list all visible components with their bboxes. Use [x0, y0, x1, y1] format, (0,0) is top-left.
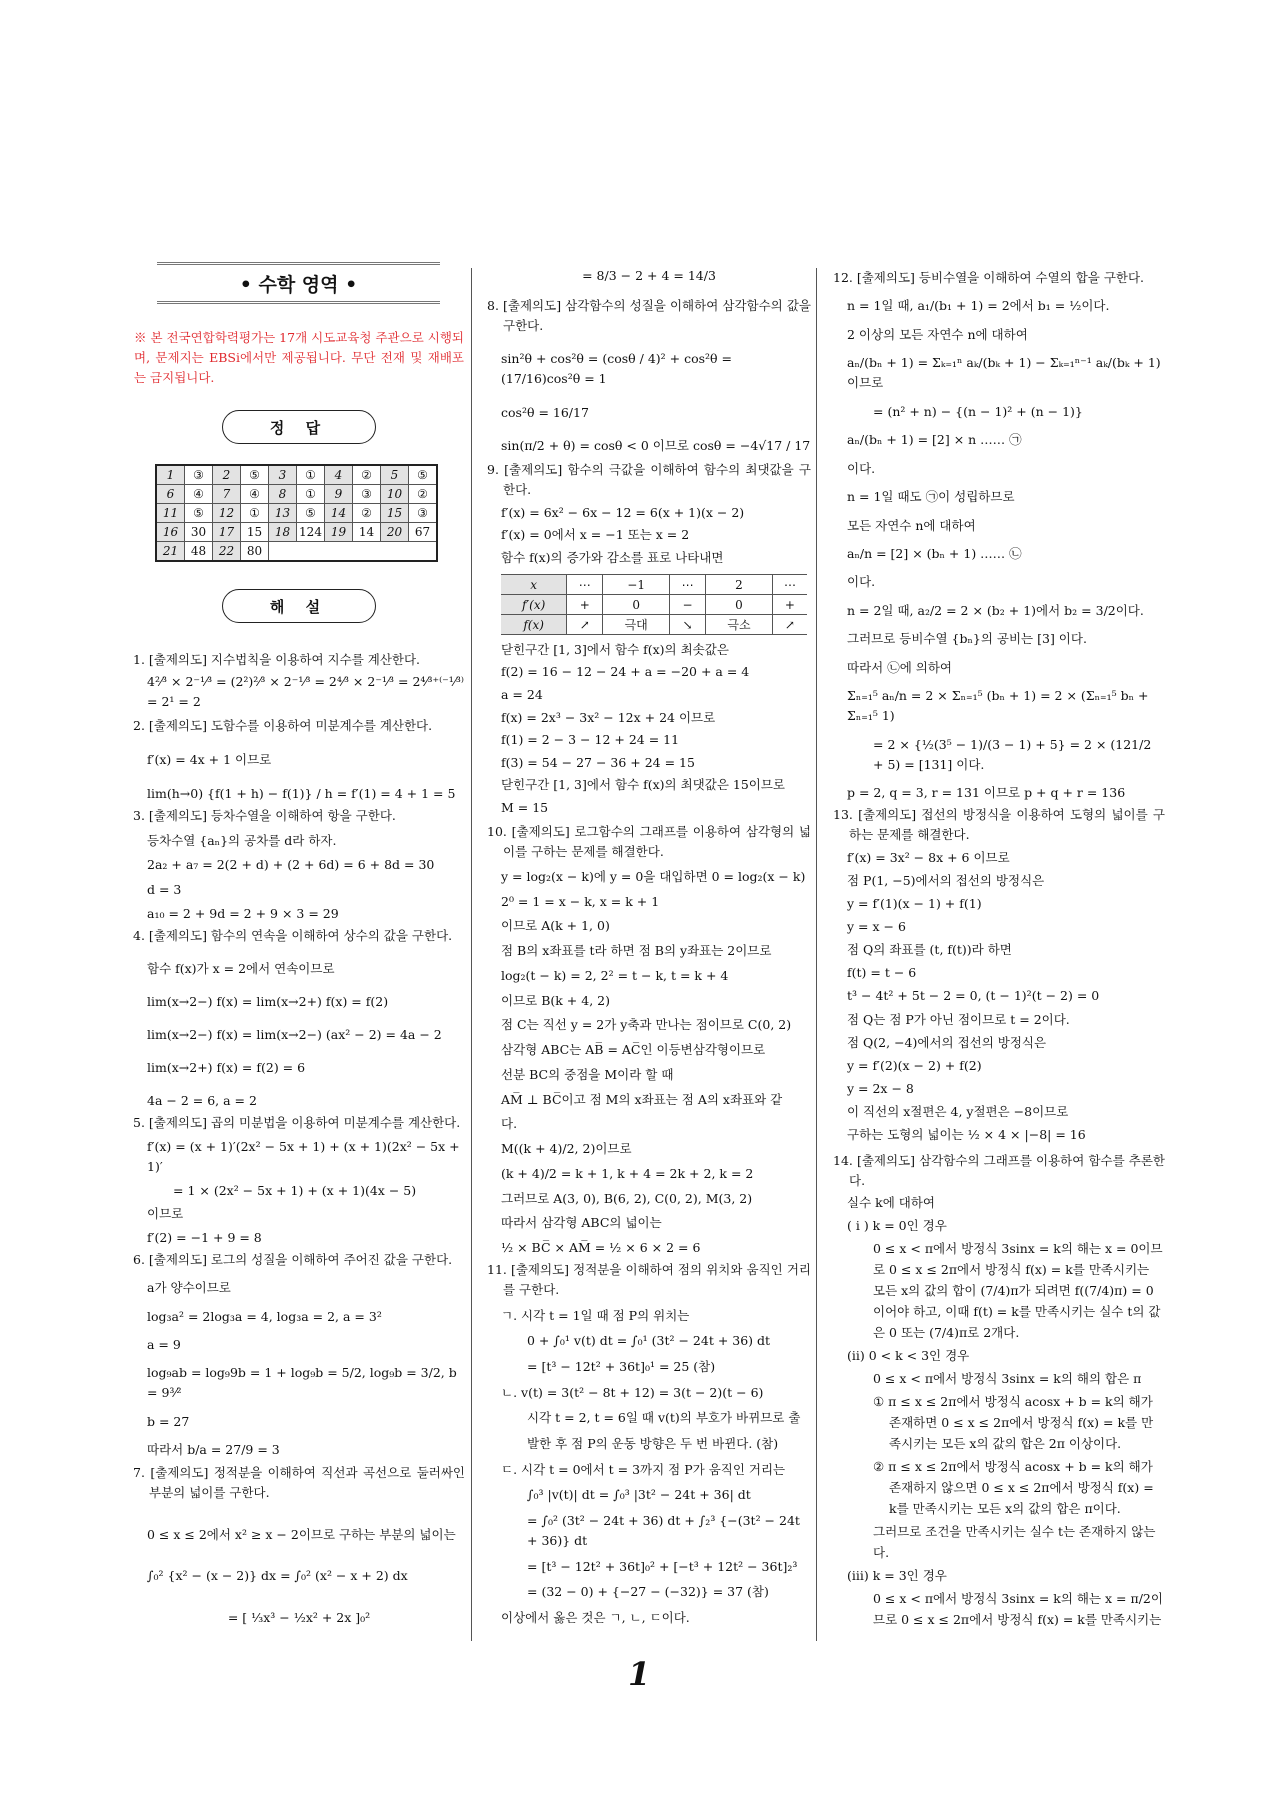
- solution-line: 2⁰ = 1 = x − k, x = k + 1: [501, 893, 660, 909]
- solution-line: 모든 자연수 n에 대하여: [847, 517, 976, 533]
- answer-value: 14: [353, 523, 381, 542]
- solution-line: f(x) = 2x³ − 3x² − 12x + 24 이므로: [501, 709, 716, 725]
- question-number: 9: [325, 485, 353, 504]
- solution-line: y = 2x − 8: [847, 1080, 914, 1096]
- solution-column: [833, 268, 1165, 1631]
- solution-line: n = 1일 때도 ㉠이 성립하므로: [847, 489, 1015, 505]
- solution-line: ㄱ. 시각 t = 1일 때 점 P의 위치는: [501, 1307, 690, 1323]
- solution-line: = (32 − 0) + {−27 − (−32)} = 37 (참): [527, 1584, 769, 1600]
- subject-heading: • 수학 영역 •: [157, 262, 440, 304]
- solution-line: ∫₀³ |v(t)| dt = ∫₀³ |3t² − 24t + 36| dt: [527, 1487, 751, 1503]
- column-divider: [471, 268, 472, 1641]
- answer-value: ③: [409, 504, 438, 523]
- solution-item: [133, 716, 465, 804]
- question-number: 14: [325, 504, 353, 523]
- solution-line: lim(h→0) {f(1 + h) − f(1)} / h = f′(1) = 4 + 1 = 5: [147, 786, 456, 801]
- question-number: 13: [269, 504, 297, 523]
- solution-line: 이므로 A(k + 1, 0): [501, 918, 610, 934]
- solution-line: 따라서 b/a = 27/9 = 3: [147, 1441, 280, 1457]
- answer-value: 48: [185, 542, 213, 562]
- solution-line: f′(x) = 0에서 x = −1 또는 x = 2: [501, 527, 690, 543]
- solution-line: f′(x) = 6x² − 6x − 12 = 6(x + 1)(x − 2): [501, 504, 745, 520]
- solution-line: 선분 BC의 중점을 M이라 할 때: [501, 1066, 674, 1082]
- solution-line: t³ − 4t² + 5t − 2 = 0, (t − 1)²(t − 2) = 0: [847, 988, 1100, 1004]
- solution-item: [487, 460, 811, 818]
- solution-line: f(2) = 16 − 12 − 24 + a = −20 + a = 4: [501, 664, 750, 680]
- solution-line: f′(x) = (x + 1)′(2x² − 5x + 1) + (x + 1)(2x² − 5x + 1)′: [147, 1138, 460, 1174]
- question-number: 3: [269, 465, 297, 485]
- table-cell: ↘: [670, 615, 706, 635]
- solution-line: ㄴ. v(t) = 3(t² − 8t + 12) = 3(t − 2)(t − 6): [501, 1384, 764, 1400]
- page-number: 1: [628, 1655, 651, 1693]
- solution-title: 11. [출제의도] 정적분을 이해하여 점의 위치와 움직인 거리를 구한다.: [487, 1262, 811, 1297]
- solution-line: 2 이상의 모든 자연수 n에 대하여: [847, 326, 1028, 342]
- question-number: 12: [213, 504, 241, 523]
- solution-line: log₂(t − k) = 2, 2² = t − k, t = k + 4: [501, 967, 729, 983]
- solution-title: 13. [출제의도] 접선의 방정식을 이용하여 도형의 넓이를 구하는 문제를 해결한다.: [833, 807, 1165, 842]
- solutions-label: 해 설: [222, 589, 376, 623]
- table-cell: −: [670, 595, 706, 615]
- table-row-header: f(x): [501, 615, 567, 635]
- solution-line: ½ × BC̅ × AM̅ = ½ × 6 × 2 = 6: [501, 1240, 701, 1255]
- table-cell: ↗: [567, 615, 603, 635]
- solution-item: [833, 1151, 1165, 1631]
- solution-line: 함수 f(x)가 x = 2에서 연속이므로: [147, 961, 335, 976]
- answers-label: 정 답: [222, 410, 376, 444]
- solution-line: 다.: [501, 1116, 518, 1132]
- answer-value: ⑤: [185, 504, 213, 523]
- solution-title: 7. [출제의도] 정적분을 이해하여 직선과 곡선으로 둘러싸인 부분의 넓이를 구한다.: [133, 1465, 465, 1500]
- answer-value: 124: [297, 523, 325, 542]
- solution-line: y = log₂(x − k)에 y = 0을 대입하면 0 = log₂(x − k): [501, 868, 806, 884]
- solution-line: 2a₂ + a₇ = 2(2 + d) + (2 + 6d) = 6 + 8d = 30: [147, 857, 435, 872]
- solution-line: M((k + 4)/2, 2)이므로: [501, 1141, 632, 1156]
- solution-line: y = x − 6: [847, 919, 906, 935]
- solution-title: 4. [출제의도] 함수의 연속을 이해하여 상수의 값을 구한다.: [133, 928, 453, 943]
- solution-line: 함수 f(x)의 증가와 감소를 표로 나타내면: [501, 549, 724, 565]
- solution-line: ① π ≤ x ≤ 2π에서 방정식 acosx + b = k의 해가 존재하면 0 ≤ x ≤ 2π에서 방정식 f(x) = k를 만족시키는 모든 x의 값의 합은 2π 이상이다.: [873, 1394, 1154, 1451]
- solution-line: (ii) 0 < k < 3인 경우: [847, 1348, 970, 1363]
- question-number: 21: [156, 542, 185, 562]
- solution-item: [133, 1463, 465, 1628]
- solution-line: log₃a² = 2log₃a = 4, log₃a = 2, a = 3²: [147, 1308, 382, 1324]
- solution-line: lim(x→2−) f(x) = lim(x→2+) f(x) = f(2): [147, 994, 389, 1009]
- question-number: 2: [213, 465, 241, 485]
- solution-line: aₙ/n = [2] × (bₙ + 1) …… ㉡: [847, 545, 1022, 561]
- solution-line: 점 B의 x좌표를 t라 하면 점 B의 y좌표는 2이므로: [501, 943, 772, 958]
- answer-table: [155, 464, 438, 562]
- solution-item: [133, 1250, 465, 1460]
- solution-line: = [ ⅓x³ − ½x² + 2x ]₀²: [227, 1609, 371, 1625]
- solution-line: 따라서 ㉡에 의하여: [847, 659, 952, 675]
- solution-line: f(t) = t − 6: [847, 965, 917, 981]
- solution-line: 이므로 B(k + 4, 2): [501, 992, 610, 1008]
- question-number: 5: [381, 465, 409, 485]
- solution-item: [487, 1260, 811, 1628]
- solution-title: 5. [출제의도] 곱의 미분법을 이용하여 미분계수를 계산한다.: [133, 1115, 461, 1130]
- table-cell: +: [772, 595, 807, 615]
- solution-line: ㄷ. 시각 t = 0에서 t = 3까지 점 P가 움직인 거리는: [501, 1461, 786, 1477]
- answer-row: [156, 465, 437, 485]
- solution-line: y = f′(1)(x − 1) + f(1): [847, 896, 982, 912]
- solution-line: f′(x) = 3x² − 8x + 6 이므로: [847, 850, 1010, 866]
- answer-value: ①: [297, 465, 325, 485]
- solution-line: n = 1일 때, a₁/(b₁ + 1) = 2에서 b₁ = ½이다.: [847, 298, 1110, 314]
- answer-value: 15: [241, 523, 269, 542]
- answer-row: [156, 542, 437, 562]
- solution-line: ( i ) k = 0인 경우: [847, 1218, 947, 1233]
- solution-line: ∫₀² {x² − (x − 2)} dx = ∫₀² (x² − x + 2) dx: [147, 1568, 408, 1584]
- solution-title: 1. [출제의도] 지수법칙을 이용하여 지수를 계산한다.: [133, 652, 421, 667]
- solution-line: 점 P(1, −5)에서의 접선의 방정식은: [847, 873, 1045, 889]
- solution-line: 점 Q(2, −4)에서의 접선의 방정식은: [847, 1034, 1047, 1050]
- answer-row: [156, 485, 437, 504]
- solution-line: lim(x→2−) f(x) = lim(x→2−) (ax² − 2) = 4a − 2: [147, 1027, 442, 1042]
- answer-value: ④: [185, 485, 213, 504]
- solution-line: 발한 후 점 P의 운동 방향은 두 번 바뀐다. (참): [527, 1435, 779, 1451]
- solution-line: 4a − 2 = 6, a = 2: [147, 1093, 257, 1108]
- solution-line: M = 15: [501, 799, 549, 815]
- solution-line: lim(x→2+) f(x) = f(2) = 6: [147, 1060, 306, 1075]
- table-cell: 0: [603, 595, 670, 615]
- solution-item: [487, 822, 811, 1258]
- answer-value: ⑤: [409, 465, 438, 485]
- solution-item: [133, 806, 465, 924]
- solution-column: [133, 650, 465, 1628]
- table-cell: ⋯: [567, 575, 603, 595]
- answer-value: 67: [409, 523, 438, 542]
- question-number: 11: [156, 504, 185, 523]
- solution-line: 그러므로 조건을 만족시키는 실수 t는 존재하지 않는다.: [873, 1524, 1156, 1560]
- answer-value: 80: [241, 542, 269, 562]
- solution-line: 점 Q의 좌표를 (t, f(t))라 하면: [847, 942, 1012, 958]
- table-cell: +: [567, 595, 603, 615]
- answer-row: [156, 504, 437, 523]
- table-row-header: x: [501, 575, 567, 595]
- answer-value: ⑤: [297, 504, 325, 523]
- answer-value: ③: [353, 485, 381, 504]
- solution-title: 14. [출제의도] 삼각함수의 그래프를 이용하여 함수를 추론한다.: [833, 1153, 1165, 1188]
- table-row-header: f′(x): [501, 595, 567, 615]
- question-number: 6: [156, 485, 185, 504]
- answer-value: 30: [185, 523, 213, 542]
- solution-line: y = f′(2)(x − 2) + f(2): [847, 1057, 982, 1073]
- question-number: 22: [213, 542, 241, 562]
- solution-title: 9. [출제의도] 함수의 극값을 이해하여 함수의 최댓값을 구한다.: [487, 462, 811, 497]
- table-cell: 2: [706, 575, 773, 595]
- solution-title: 6. [출제의도] 로그의 성질을 이해하여 주어진 값을 구한다.: [133, 1252, 453, 1267]
- solution-line: 따라서 삼각형 ABC의 넓이는: [501, 1215, 662, 1231]
- solution-item: [133, 926, 465, 1111]
- table-cell: −1: [603, 575, 670, 595]
- solution-line: 0 ≤ x < π에서 방정식 3sinx = k의 해는 x = π/2이므로 0 ≤ x ≤ 2π에서 방정식 f(x) = k를 만족시키는: [873, 1591, 1163, 1627]
- answer-value: ②: [353, 465, 381, 485]
- solution-line: 이 직선의 x절편은 4, y절편은 −8이므로: [847, 1103, 1069, 1119]
- solution-line: 이다.: [847, 574, 876, 590]
- solution-line: ② π ≤ x ≤ 2π에서 방정식 acosx + b = k의 해가 존재하지 않으면 0 ≤ x ≤ 2π에서 방정식 f(x) = k를 만족시키는 모든 x의 값의 합은 π이다.: [873, 1459, 1154, 1516]
- continued-equation: = 8/3 − 2 + 4 = 14/3: [582, 268, 716, 283]
- table-cell: ⋯: [772, 575, 807, 595]
- solution-line: 0 ≤ x ≤ 2에서 x² ≥ x − 2이므로 구하는 부분의 넓이는: [147, 1526, 456, 1542]
- solution-line: 0 + ∫₀¹ v(t) dt = ∫₀¹ (3t² − 24t + 36) dt: [527, 1333, 771, 1349]
- solution-line: aₙ/(bₙ + 1) = [2] × n …… ㉠: [847, 432, 1022, 448]
- table-cell: ⋯: [670, 575, 706, 595]
- solution-line: a = 24: [501, 687, 543, 703]
- solution-line: f′(x) = 4x + 1 이므로: [147, 752, 272, 767]
- solution-line: f′(2) = −1 + 9 = 8: [147, 1230, 262, 1245]
- solution-line: n = 2일 때, a₂/2 = 2 × (b₂ + 1)에서 b₂ = 3/2이다.: [847, 602, 1144, 618]
- question-number: 10: [381, 485, 409, 504]
- solution-line: aₙ/(bₙ + 1) = Σₖ₌₁ⁿ aₖ/(bₖ + 1) − Σₖ₌₁ⁿ⁻¹ aₖ/(bₖ + 1) 이므로: [847, 355, 1161, 391]
- question-number: 18: [269, 523, 297, 542]
- solution-line: p = 2, q = 3, r = 131 이므로 p + q + r = 136: [847, 785, 1126, 800]
- solution-line: 이상에서 옳은 것은 ㄱ, ㄴ, ㄷ이다.: [501, 1609, 690, 1625]
- copyright-notice: ※ 본 전국연합학력평가는 17개 시도교육청 주관으로 시행되며, 문제지는 EBSi에서만 제공됩니다. 무단 전재 및 재배포는 금지됩니다.: [134, 330, 464, 385]
- solution-line: = ∫₀² (3t² − 24t + 36) dt + ∫₂³ {−(3t² − 24t + 36)} dt: [527, 1512, 800, 1548]
- question-number: 20: [381, 523, 409, 542]
- solution-line: f(1) = 2 − 3 − 12 + 24 = 11: [501, 732, 680, 748]
- solution-line: 0 ≤ x < π에서 방정식 3sinx = k의 해의 합은 π: [873, 1371, 1142, 1386]
- solution-line: 점 Q는 점 P가 아닌 점이므로 t = 2이다.: [847, 1011, 1070, 1027]
- solution-line: (k + 4)/2 = k + 1, k + 4 = 2k + 2, k = 2: [501, 1165, 754, 1181]
- answer-row: [156, 523, 437, 542]
- solution-line: 삼각형 ABC는 AB̅ = AC̅인 이등변삼각형이므로: [501, 1042, 766, 1057]
- solution-line: Σₙ₌₁⁵ aₙ/n = 2 × Σₙ₌₁⁵ (bₙ + 1) = 2 × (Σₙ₌₁⁵ bₙ + Σₙ₌₁⁵ 1): [847, 688, 1149, 724]
- solution-title: 8. [출제의도] 삼각함수의 성질을 이해하여 삼각함수의 값을 구한다.: [487, 298, 811, 333]
- solution-item: [833, 268, 1165, 803]
- table-cell: 극소: [706, 615, 773, 635]
- solution-line: 실수 k에 대하여: [847, 1195, 935, 1210]
- question-number: 16: [156, 523, 185, 542]
- answer-value: ④: [241, 485, 269, 504]
- solution-line: 0 ≤ x < π에서 방정식 3sinx = k의 해는 x = 0이므로 0 ≤ x ≤ 2π에서 방정식 f(x) = k를 만족시키는 모든 x의 값의 합이 (7/4)π가 되려면 f((7/4)π) = 0이어야 하고, 이때 f(t) = k를 만족시키는 실수 t의 값은 0 또는 (7/4)π로 2개다.: [873, 1241, 1163, 1340]
- question-number: 19: [325, 523, 353, 542]
- answer-value: ①: [297, 485, 325, 504]
- solution-title: 2. [출제의도] 도함수를 이용하여 미분계수를 계산한다.: [133, 718, 433, 733]
- solution-line: log₉ab = log₉9b = 1 + log₉b = 5/2, log₉b = 3/2, b = 9³⁄²: [147, 1365, 457, 1401]
- answer-value: ③: [185, 465, 213, 485]
- solution-line: (iii) k = 3인 경우: [847, 1568, 947, 1583]
- answer-value: ②: [353, 504, 381, 523]
- solution-line: AM̅ ⊥ BC̅이고 점 M의 x좌표는 점 A의 x좌표와 같: [501, 1091, 783, 1107]
- solution-item: [133, 1113, 465, 1248]
- question-number: 4: [325, 465, 353, 485]
- solution-line: 그러므로 A(3, 0), B(6, 2), C(0, 2), M(3, 2): [501, 1190, 753, 1206]
- question-number: 15: [381, 504, 409, 523]
- solution-line: 등차수열 {aₙ}의 공차를 d라 하자.: [147, 832, 337, 848]
- increase-decrease-table: [501, 574, 807, 635]
- solution-line: = 1 × (2x² − 5x + 1) + (x + 1)(4x − 5): [173, 1182, 417, 1198]
- question-number: 7: [213, 485, 241, 504]
- question-number: 1: [156, 465, 185, 485]
- solution-line: a₁₀ = 2 + 9d = 2 + 9 × 3 = 29: [147, 906, 339, 921]
- solution-line: a = 9: [147, 1336, 181, 1352]
- solution-column: [487, 266, 811, 1628]
- solution-line: 시각 t = 2, t = 6일 때 v(t)의 부호가 바뀌므로 출: [527, 1410, 801, 1426]
- solution-line: f(3) = 54 − 27 − 36 + 24 = 15: [501, 754, 695, 770]
- question-number: 8: [269, 485, 297, 504]
- solution-line: cos²θ = 16/17: [501, 404, 589, 420]
- table-cell: 0: [706, 595, 773, 615]
- solution-item: [487, 296, 811, 456]
- solution-line: 이므로: [147, 1206, 184, 1222]
- solution-line: = [t³ − 12t² + 36t]₀² + [−t³ + 12t² − 36t]₂³: [527, 1558, 798, 1574]
- answer-value: ②: [409, 485, 438, 504]
- solution-line: = 2 × {½(3⁵ − 1)/(3 − 1) + 5} = 2 × (121/2 + 5) = [131] 이다.: [873, 736, 1152, 772]
- solution-line: 구하는 도형의 넓이는 ½ × 4 × |−8| = 16: [847, 1126, 1086, 1142]
- solution-item: [133, 650, 465, 712]
- answer-value: ⑤: [241, 465, 269, 485]
- solution-line: 그러므로 등비수열 {bₙ}의 공비는 [3] 이다.: [847, 631, 1087, 647]
- solution-line: b = 27: [147, 1413, 190, 1429]
- solution-item: [833, 805, 1165, 1145]
- solution-line: 닫힌구간 [1, 3]에서 함수 f(x)의 최댓값은 15이므로: [501, 777, 786, 793]
- table-cell: 극대: [603, 615, 670, 635]
- solution-line: 4²⁄³ × 2⁻¹⁄³ = (2²)²⁄³ × 2⁻¹⁄³ = 2⁴⁄³ × 2⁻¹⁄³ = 2⁴⁄³⁺⁽⁻¹⁄³⁾ = 2¹ = 2: [147, 674, 464, 709]
- solution-line: sin(π/2 + θ) = cosθ < 0 이므로 cosθ = −4√17 / 17: [501, 437, 811, 453]
- solution-title: 10. [출제의도] 로그함수의 그래프를 이용하여 삼각형의 넓이를 구하는 문제를 해결한다.: [487, 824, 811, 859]
- solution-line: sin²θ + cos²θ = (cosθ / 4)² + cos²θ = (17/16)cos²θ = 1: [501, 351, 733, 387]
- question-number: 17: [213, 523, 241, 542]
- column-divider: [816, 268, 817, 1641]
- solution-line: 이다.: [847, 460, 876, 476]
- table-cell: ↗: [772, 615, 807, 635]
- solution-line: a가 양수이므로: [147, 1280, 231, 1296]
- solution-line: d = 3: [147, 881, 182, 897]
- solution-line: 점 C는 직선 y = 2가 y축과 만나는 점이므로 C(0, 2): [501, 1017, 792, 1033]
- solution-line: 닫힌구간 [1, 3]에서 함수 f(x)의 최솟값은: [501, 641, 729, 657]
- answer-value: ①: [241, 504, 269, 523]
- solution-title: 12. [출제의도] 등비수열을 이해하여 수열의 합을 구한다.: [833, 270, 1145, 285]
- solution-title: 3. [출제의도] 등차수열을 이해하여 항을 구한다.: [133, 808, 396, 823]
- solution-line: = (n² + n) − {(n − 1)² + (n − 1)}: [873, 403, 1083, 419]
- solution-line: = [t³ − 12t² + 36t]₀¹ = 25 (참): [527, 1358, 716, 1374]
